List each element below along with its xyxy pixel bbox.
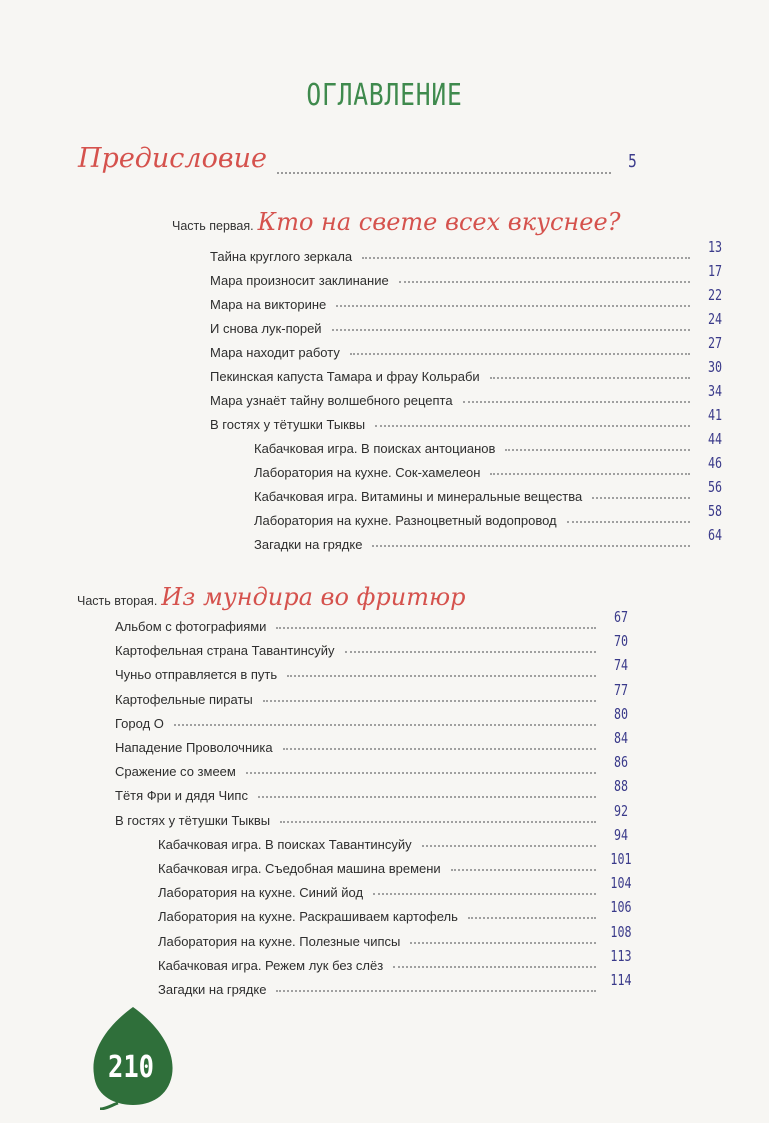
entry-page-number: 17 (707, 262, 723, 280)
dot-leader (246, 772, 596, 774)
toc-sub-entry[interactable] (158, 876, 636, 900)
dot-leader (468, 917, 596, 919)
entry-page-number: 46 (707, 454, 723, 472)
entry-title: Кабачковая игра. Режем лук без слёз (158, 957, 384, 973)
entry-title: В гостях у тётушки Тыквы (115, 812, 271, 828)
part2-heading (77, 583, 465, 611)
entry-page-number: 106 (610, 898, 632, 917)
dot-leader (490, 473, 690, 475)
toc-entry[interactable] (115, 779, 636, 803)
toc-sub-entry[interactable] (158, 922, 636, 949)
entry-title: Нападение Проволочника (115, 740, 273, 755)
toc-entry[interactable] (210, 312, 730, 336)
toc-title: ОГЛАВЛЕНИЕ (306, 78, 463, 113)
page-number: 210 (107, 1050, 155, 1085)
toc-entry[interactable] (115, 634, 636, 658)
entry-page-number: 92 (613, 801, 629, 820)
part1-title: Кто на свете всех вкуснее? (257, 208, 621, 236)
entry-page-number: 114 (610, 971, 632, 989)
toc-entry[interactable] (115, 680, 636, 707)
entry-page-number: 44 (707, 430, 723, 448)
dot-leader (410, 942, 596, 944)
toc-entry[interactable] (210, 336, 730, 360)
toc-entry[interactable] (210, 408, 730, 432)
dot-leader (373, 893, 596, 895)
entry-title: Тайна круглого зеркала (210, 249, 353, 264)
dot-leader (375, 425, 690, 427)
dot-leader (372, 545, 690, 547)
entry-title: Тётя Фри и дядя Чипс (115, 788, 248, 804)
entry-page-number: 64 (707, 526, 723, 544)
toc-entry[interactable] (115, 610, 636, 634)
entry-title: Сражение со змеем (115, 764, 236, 780)
toc-sub-entry[interactable] (254, 504, 730, 528)
entry-title: И снова лук-порей (210, 321, 322, 336)
entry-page-number: 67 (613, 608, 629, 626)
preface-page: 5 (628, 151, 637, 172)
toc-entry[interactable] (115, 801, 636, 828)
entry-title: Мара находит работу (210, 345, 340, 360)
dot-leader (345, 651, 596, 653)
toc-sub-entry[interactable] (158, 900, 636, 924)
dot-leader (490, 377, 690, 379)
entry-title: Кабачковая игра. Съедобная машина времени (158, 861, 441, 876)
entry-title: Кабачковая игра. Витамины и минеральные вещества (254, 489, 583, 504)
toc-sub-entry[interactable] (254, 480, 730, 504)
entry-title: Кабачковая игра. В поисках антоцианов (254, 441, 496, 456)
entry-page-number: 41 (707, 406, 723, 424)
dot-leader (283, 748, 596, 750)
toc-sub-entry[interactable] (254, 432, 730, 456)
preface-title: Предисловие (78, 143, 267, 174)
dot-leader (276, 627, 596, 629)
entry-title: Загадки на грядке (254, 537, 363, 552)
entry-page-number: 84 (613, 729, 629, 747)
dot-leader (399, 281, 690, 283)
entry-title: Пекинская капуста Тамара и фрау Кольраби (210, 369, 480, 384)
dot-leader (287, 675, 596, 677)
entry-title: Мара произносит заклинание (210, 273, 389, 288)
entry-page-number: 13 (707, 238, 723, 256)
part2-title: Из мундира во фритюр (161, 583, 466, 611)
entry-title: Лаборатория на кухне. Сок-хамелеон (254, 465, 481, 480)
preface-entry[interactable] (78, 143, 638, 183)
entry-page-number: 77 (613, 680, 629, 699)
dot-leader (336, 305, 690, 307)
entry-page-number: 108 (610, 922, 632, 941)
dot-leader (263, 700, 596, 702)
entry-page-number: 101 (610, 850, 632, 868)
entry-title: Мара на викторине (210, 297, 327, 312)
dot-leader (276, 990, 596, 992)
toc-sub-entry[interactable] (158, 825, 636, 852)
dot-leader (258, 796, 596, 798)
entry-title: Картофельная страна Тавантинсуйу (115, 643, 335, 659)
entry-page-number: 113 (610, 946, 632, 965)
entry-title: Картофельные пираты (115, 691, 253, 707)
part2-label: Часть вторая. (77, 594, 158, 608)
entry-page-number: 24 (707, 310, 723, 328)
entry-page-number: 86 (613, 753, 629, 772)
dot-leader (277, 171, 611, 174)
dot-leader (350, 353, 690, 355)
toc-entry[interactable] (210, 264, 730, 288)
entry-title: Лаборатория на кухне. Раскрашиваем картофель (158, 909, 458, 925)
entry-title: Кабачковая игра. В поисках Тавантинсуйу (158, 836, 412, 852)
entry-page-number: 56 (707, 478, 723, 496)
entry-page-number: 74 (613, 656, 629, 675)
part1-heading (172, 208, 621, 236)
dot-leader (422, 845, 596, 847)
toc-sub-entry[interactable] (158, 973, 636, 997)
entry-page-number: 58 (707, 502, 723, 520)
toc-sub-entry[interactable] (254, 528, 730, 552)
toc-sub-entry[interactable] (158, 852, 636, 876)
dot-leader (451, 869, 596, 871)
toc-sub-entry[interactable] (158, 946, 636, 973)
entry-page-number: 88 (613, 777, 629, 796)
toc-entry[interactable] (115, 658, 636, 682)
entry-title: Лаборатория на кухне. Синий йод (158, 885, 364, 901)
toc-entry[interactable] (115, 755, 636, 779)
toc-sub-entry[interactable] (254, 456, 730, 480)
dot-leader (362, 257, 690, 259)
dot-leader (393, 966, 596, 968)
dot-leader (463, 401, 690, 403)
dot-leader (280, 821, 596, 823)
dot-leader (505, 449, 690, 451)
part1-label: Часть первая. (172, 219, 254, 233)
entry-page-number: 94 (613, 825, 629, 844)
entry-title: В гостях у тётушки Тыквы (210, 417, 366, 432)
entry-page-number: 30 (707, 358, 723, 376)
entry-title: Альбом с фотографиями (115, 619, 267, 634)
dot-leader (592, 497, 690, 499)
entry-title: Лаборатория на кухне. Разноцветный водопровод (254, 513, 557, 528)
toc-entry[interactable] (210, 384, 730, 408)
dot-leader (567, 521, 690, 523)
entry-page-number: 104 (610, 874, 632, 893)
entry-title: Чуньо отправляется в путь (115, 667, 278, 683)
toc-entry[interactable] (115, 731, 636, 755)
entry-page-number: 70 (613, 632, 629, 651)
dot-leader (332, 329, 690, 331)
entry-page-number: 34 (707, 382, 723, 400)
entry-title: Город О (115, 715, 164, 731)
entry-title: Лаборатория на кухне. Полезные чипсы (158, 933, 401, 949)
entry-title: Мара узнаёт тайну волшебного рецепта (210, 393, 453, 408)
toc-entry[interactable] (210, 288, 730, 312)
toc-entry[interactable] (115, 704, 636, 731)
entry-page-number: 22 (707, 286, 723, 304)
entry-page-number: 80 (613, 704, 629, 723)
toc-entry[interactable] (210, 360, 730, 384)
dot-leader (174, 724, 596, 726)
entry-title: Загадки на грядке (158, 982, 267, 997)
entry-page-number: 27 (707, 334, 723, 352)
toc-entry[interactable] (210, 240, 730, 264)
